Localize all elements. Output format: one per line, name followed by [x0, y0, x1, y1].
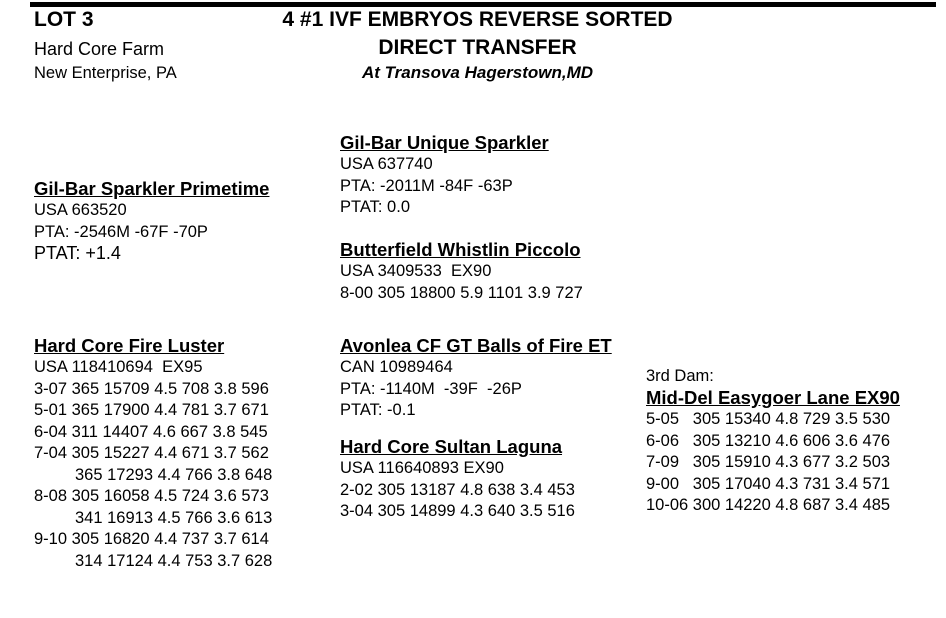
sire-id: USA 663520 — [34, 201, 127, 219]
top-rule — [30, 2, 936, 7]
sire-dam-record: 8-00 305 18800 5.9 1101 3.9 727 — [340, 283, 583, 302]
dam-id: USA 118410694 EX95 — [34, 358, 203, 376]
dam-record: 341 16913 4.5 766 3.6 613 — [75, 508, 273, 527]
dam-records — [34, 379, 272, 573]
dam-record: 7-04 305 15227 4.4 671 3.7 562 — [34, 444, 269, 462]
sire-pta: PTA: -2546M -67F -70P — [34, 222, 208, 241]
dam-record: 5-01 365 17900 4.4 781 3.7 671 — [34, 401, 269, 419]
third-dam-record: 10-06 300 14220 4.8 687 3.4 485 — [646, 496, 891, 514]
third-dam-record: 6-06 305 13210 4.6 606 3.6 476 — [646, 431, 891, 450]
dam-dam-id: USA 116640893 EX90 — [340, 459, 504, 477]
sire-sire-block — [340, 132, 549, 219]
third-dam-record: 5-05 305 15340 4.8 729 3.5 530 — [646, 410, 891, 428]
sire-block — [34, 178, 269, 265]
third-dam-name: Mid-Del Easygoer Lane EX90 — [646, 387, 900, 408]
dam-record: 8-08 305 16058 4.5 724 3.6 573 — [34, 487, 269, 505]
sire-sire-ptat: PTAT: 0.0 — [340, 198, 410, 216]
dam-sire-block — [340, 335, 612, 422]
third-dam-record: 7-09 305 15910 4.3 677 3.2 503 — [646, 453, 891, 471]
dam-name: Hard Core Fire Luster — [34, 335, 225, 356]
sire-sire-id: USA 637740 — [340, 155, 433, 173]
title-line-2: DIRECT TRANSFER — [378, 36, 577, 59]
dam-dam-record: 3-04 305 14899 4.3 640 3.5 516 — [340, 502, 575, 520]
dam-record: 9-10 305 16820 4.4 737 3.7 614 — [34, 530, 269, 548]
dam-dam-name: Hard Core Sultan Laguna — [340, 436, 563, 457]
dam-record: 3-07 365 15709 4.5 708 3.8 596 — [34, 379, 269, 398]
sire-dam-id: USA 3409533 EX90 — [340, 262, 492, 280]
title-line-1: 4 #1 IVF EMBRYOS REVERSE SORTED — [282, 8, 673, 31]
dam-dam-record: 2-02 305 13187 4.8 638 3.4 453 — [340, 480, 575, 499]
sire-dam-block — [340, 239, 583, 304]
dam-record: 6-04 311 14407 4.6 667 3.8 545 — [34, 422, 268, 441]
dam-record: 365 17293 4.4 766 3.8 648 — [75, 465, 273, 484]
farm-name: Hard Core Farm — [34, 39, 165, 59]
third-dam-block — [646, 366, 900, 517]
lot-number: LOT 3 — [34, 8, 94, 31]
sire-name: Gil-Bar Sparkler Primetime — [34, 178, 270, 199]
sire-sire-name: Gil-Bar Unique Sparkler — [340, 132, 549, 153]
dam-sire-ptat: PTAT: -0.1 — [340, 401, 416, 419]
third-dam-record: 9-00 305 17040 4.3 731 3.4 571 — [646, 474, 891, 493]
third-dam-label: 3rd Dam: — [646, 367, 714, 385]
sire-dam-name: Butterfield Whistlin Piccolo — [340, 239, 581, 260]
dam-dam-block — [340, 436, 575, 523]
sire-ptat: PTAT: +1.4 — [34, 243, 121, 263]
dam-sire-name: Avonlea CF GT Balls of Fire ET — [340, 335, 612, 356]
dam-sire-pta: PTA: -1140M -39F -26P — [340, 379, 522, 398]
sire-sire-pta: PTA: -2011M -84F -63P — [340, 176, 513, 195]
title-line-3: At Transova Hagerstown,MD — [361, 63, 594, 82]
farm-location: New Enterprise, PA — [34, 64, 177, 82]
dam-block — [34, 335, 272, 572]
dam-record: 314 17124 4.4 753 3.7 628 — [75, 551, 273, 570]
dam-sire-id: CAN 10989464 — [340, 358, 453, 376]
